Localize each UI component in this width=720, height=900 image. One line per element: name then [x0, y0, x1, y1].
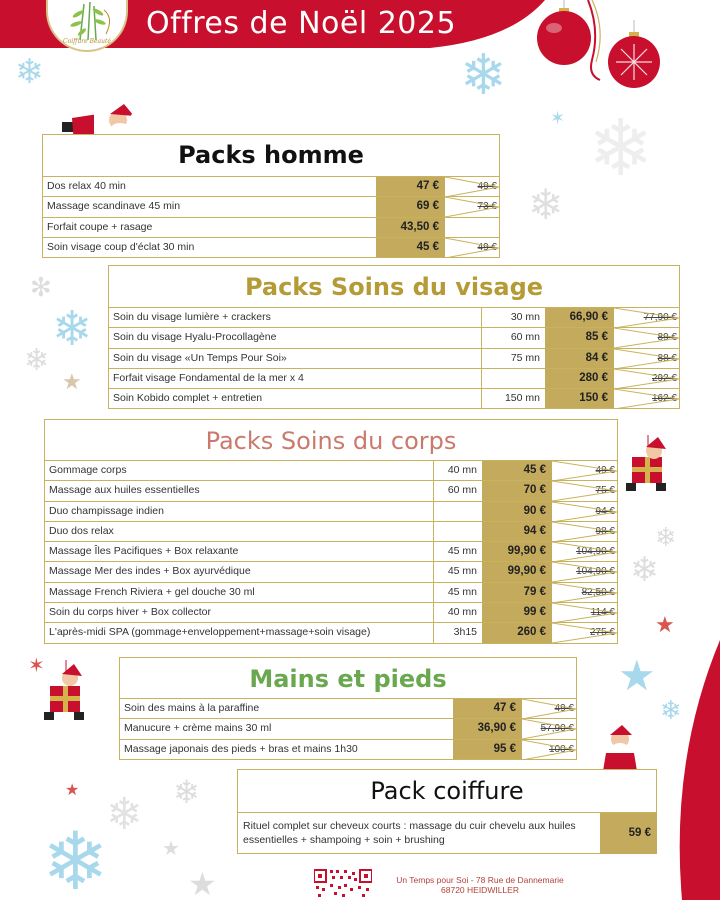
- section-mains-pieds: [119, 657, 577, 760]
- footer-line: Un Temps pour Soi - 78 Rue de Dannemarie: [396, 875, 564, 885]
- old-price: [445, 218, 501, 237]
- old-price: 75 €: [552, 481, 619, 500]
- snowflake-icon: ❄: [655, 523, 677, 553]
- offer-price: 99,90 €: [482, 542, 552, 561]
- offer-price: 79 €: [482, 583, 552, 602]
- page-title: Offres de Noël 2025: [146, 6, 457, 41]
- qr-code: [314, 868, 372, 900]
- offer-price: 69 €: [376, 197, 445, 216]
- duration: 40 mn: [433, 603, 482, 622]
- service-name: Soin du corps hiver + Box collector: [49, 606, 211, 619]
- snowflake-icon: ❄: [24, 343, 50, 378]
- table-row: [109, 327, 679, 347]
- section-title: Packs Soins du visage: [244, 273, 544, 301]
- star-icon: ★: [65, 780, 80, 799]
- table-row: [109, 307, 679, 327]
- service-name: Massage aux huiles essentielles: [49, 484, 200, 497]
- offer-price: 66,90 €: [545, 308, 614, 327]
- offer-price: 47 €: [453, 699, 522, 718]
- duration: 45 mn: [433, 562, 482, 581]
- offer-price: 47 €: [376, 177, 445, 196]
- snowflake-icon: ❄: [460, 43, 507, 108]
- santa-icon: [618, 435, 678, 505]
- old-price: 104,90 €: [552, 542, 619, 561]
- old-price: 49 €: [445, 238, 501, 257]
- service-name: Soin visage coup d'éclat 30 min: [47, 240, 195, 253]
- offer-price: 99 €: [482, 603, 552, 622]
- offer-price: 260 €: [482, 623, 552, 642]
- snowflake-icon: ❄: [630, 550, 659, 590]
- duration: 60 mn: [481, 328, 545, 347]
- old-price: 275 €: [552, 623, 619, 642]
- duration: 45 mn: [433, 583, 482, 602]
- service-name: Soin des mains à la paraffine: [124, 702, 260, 714]
- duration: 60 mn: [433, 481, 482, 500]
- table-row: [120, 718, 576, 738]
- section-title: Mains et pieds: [249, 665, 447, 693]
- table-row: [43, 217, 499, 237]
- offer-price: 36,90 €: [453, 719, 522, 738]
- offer-price: 99,90 €: [482, 562, 552, 581]
- table-row: [45, 602, 617, 622]
- snowflake-icon: ❄: [588, 104, 654, 194]
- offer-price: 45 €: [482, 461, 552, 480]
- table-row: [45, 501, 617, 521]
- duration: [433, 522, 482, 541]
- old-price: 88 €: [614, 349, 681, 368]
- service-name: Massage Îles Pacifiques + Box relaxante: [49, 545, 239, 558]
- duration: 30 mn: [481, 308, 545, 327]
- table-row: [45, 561, 617, 581]
- snowflake-icon: ❄: [173, 773, 200, 811]
- offer-price: 94 €: [482, 522, 552, 541]
- old-price: 292 €: [614, 369, 681, 388]
- snowflake-icon: ❄: [42, 815, 110, 900]
- offer-price: 70 €: [482, 481, 552, 500]
- offer-price: 95 €: [453, 740, 522, 759]
- service-name: Massage Mer des indes + Box ayurvédique: [49, 565, 251, 578]
- service-name: Soin Kobido complet + entretien: [113, 392, 263, 405]
- star-icon: ★: [188, 865, 217, 900]
- service-name: Forfait visage Fondamental de la mer x 4: [113, 371, 304, 384]
- snowflake-icon: ❄: [15, 52, 44, 92]
- duration: 150 mn: [481, 389, 545, 408]
- old-price: 57,90 €: [522, 719, 578, 738]
- service-name: Soin du visage Hyalu-Procollagène: [113, 331, 277, 344]
- snowflake-icon: ❄: [660, 696, 682, 726]
- offer-price: 85 €: [545, 328, 614, 347]
- offer-price: 90 €: [482, 502, 552, 521]
- service-name: Massage French Riviera + gel douche 30 ml: [49, 585, 255, 598]
- snowflake-icon: ❄: [106, 789, 143, 840]
- table-row: [43, 237, 499, 257]
- offer-price: 280 €: [545, 369, 614, 388]
- old-price: 49 €: [552, 461, 619, 480]
- service-name: Duo champissage indien: [49, 504, 164, 517]
- footer-address: [380, 875, 580, 895]
- service-name: Massage japonais des pieds + bras et mains 1h30: [124, 742, 358, 755]
- table-row: [43, 196, 499, 216]
- old-price: 82,50 €: [552, 583, 619, 602]
- old-price: 49 €: [445, 177, 501, 196]
- section-pack-coiffure: [237, 769, 657, 854]
- table-row: [109, 348, 679, 368]
- section-soins-corps: [44, 419, 618, 644]
- old-price: 104,90 €: [552, 562, 619, 581]
- table-row: [45, 622, 617, 642]
- star-icon: ★: [655, 613, 675, 638]
- old-price: 162 €: [614, 389, 681, 408]
- service-name: Manucure + crème mains 30 ml: [124, 722, 272, 735]
- table-row: [120, 698, 576, 718]
- service-name: L'après-midi SPA (gommage+enveloppement+massage+soin visage): [49, 626, 371, 639]
- section-title: Packs Soins du corps: [205, 427, 457, 455]
- old-price: 100 €: [522, 740, 578, 759]
- offer-price: 59 €: [600, 813, 657, 854]
- service-name: Soin du visage lumière + crackers: [113, 311, 271, 323]
- snowflake-icon: ❄: [52, 301, 93, 357]
- duration: 75 mn: [481, 349, 545, 368]
- duration: [433, 502, 482, 521]
- section-packs-homme: [42, 134, 500, 258]
- old-price: 98 €: [552, 522, 619, 541]
- duration: 3h15: [433, 623, 482, 642]
- table-row: [120, 739, 576, 759]
- table-row: [43, 176, 499, 196]
- table-row: [109, 368, 679, 388]
- service-name: Gommage corps: [49, 464, 127, 476]
- table-row: [238, 812, 656, 854]
- old-price: 94 €: [552, 502, 619, 521]
- brand-logo: [46, 0, 128, 52]
- service-name: Duo dos relax: [49, 524, 114, 537]
- star-icon: ★: [62, 370, 82, 395]
- old-price: 89 €: [614, 328, 681, 347]
- table-row: [45, 460, 617, 480]
- star-icon: ★: [162, 836, 180, 860]
- star-icon: ✶: [550, 108, 566, 129]
- duration: 40 mn: [433, 461, 482, 480]
- offer-price: 84 €: [545, 349, 614, 368]
- santa-icon: [38, 660, 96, 732]
- table-row: [45, 582, 617, 602]
- offer-price: 45 €: [376, 238, 445, 257]
- offer-price: 150 €: [545, 389, 614, 408]
- old-price: 73 €: [445, 197, 501, 216]
- star-icon: ✶: [28, 653, 45, 677]
- snowflake-icon: ✻: [30, 273, 52, 303]
- old-price: 77,90 €: [614, 308, 681, 327]
- logo-text: Coiffure Beauté: [63, 38, 111, 45]
- snowflake-icon: ❄: [528, 180, 564, 229]
- footer-line: 68720 HEIDWILLER: [441, 885, 519, 895]
- section-title: Pack coiffure: [370, 777, 524, 805]
- duration: [481, 369, 545, 388]
- service-name: Dos relax 40 min: [47, 180, 126, 192]
- christmas-baubles-icon: [530, 0, 670, 95]
- old-price: 114 €: [552, 603, 619, 622]
- section-soins-visage: [108, 265, 680, 409]
- duration: 45 mn: [433, 542, 482, 561]
- table-row: [45, 480, 617, 500]
- service-name: Massage scandinave 45 min: [47, 200, 181, 213]
- section-title: Packs homme: [178, 141, 364, 169]
- table-row: [45, 521, 617, 541]
- offer-price: 43,50 €: [376, 218, 445, 237]
- table-row: [45, 541, 617, 561]
- table-row: [109, 388, 679, 408]
- service-name: Rituel complet sur cheveux courts : massage du cuir chevelu aux huiles essentielles + shampoing + soin + brushing: [243, 820, 576, 846]
- service-name: Forfait coupe + rasage: [47, 220, 153, 233]
- star-icon: ★: [618, 651, 656, 700]
- service-name: Soin du visage «Un Temps Pour Soi»: [113, 351, 287, 364]
- old-price: 49 €: [522, 699, 578, 718]
